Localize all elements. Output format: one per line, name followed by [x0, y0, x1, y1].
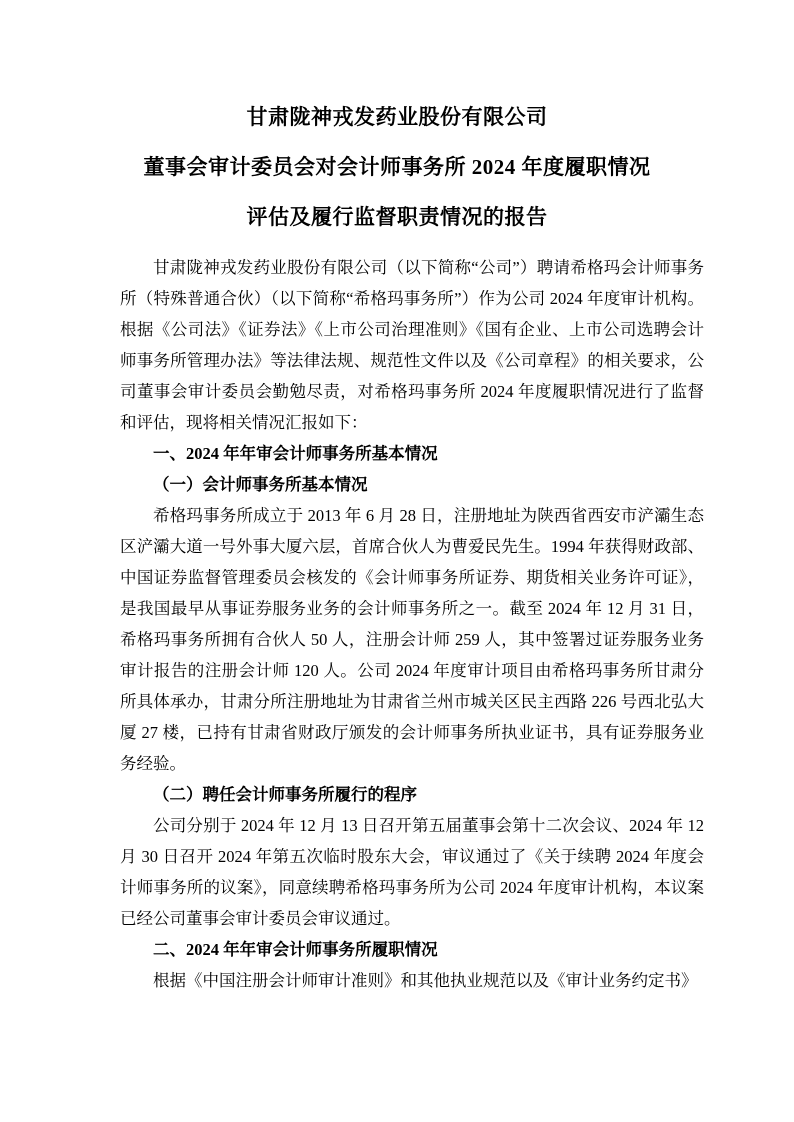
para-performance-intro: 根据《中国注册会计师审计准则》和其他执业规范以及《审计业务约定书》 [153, 971, 698, 990]
para-intro: 甘肃陇神戎发药业股份有限公司（以下简称“公司”）聘请希格玛会计师事务所（特殊普通合伙）（以下简称“希格玛事务所”）作为公司 2024 年度审计机构。根据《公司法》《证券法》《上市公司治理准则》《国有企业、上市公司选聘会计师事务所管理办法》等法律法规、规范性文件以及《公司章程》的相关要求，公司董事会审计委员会勤勉尽责，对希格玛事务所 2024 年度履职情况进行了监督和评估，现将相关情况汇报如下： [120, 258, 704, 432]
title-line-report: 评估及履行监督职责情况的报告 [246, 205, 548, 229]
para-engagement-procedure: 公司分别于 2024 年 12 月 13 日召开第五届董事会第十二次会议、2024 年 12 月 30 日召开 2024 年第五次临时股东大会，审议通过了《关于续聘 2024 年度会计师事务所的议案》，同意续聘希格玛事务所为公司 2024 年度审计机构，本议案已经公司董事会审计委员会审议通过。 [120, 816, 704, 928]
heading-section-2: 二、2024 年年审会计师事务所履职情况 [153, 940, 438, 959]
para-firm-profile: 希格玛事务所成立于 2013 年 6 月 28 日，注册地址为陕西省西安市浐灞生态区浐灞大道一号外事大厦六层，首席合伙人为曹爱民先生。1994 年获得财政部、中国证券监督管理委员会核发的《会计师事务所证券、期货相关业务许可证》，是我国最早从事证券服务业务的会计师事务所之一。截至 2024 年 12 月 31 日，希格玛事务所拥有合伙人 50 人，注册会计师 259 人，其中签署过证券服务业务审计报告的注册会计师 120 人。公司 2024 年度审计项目由希格玛事务所甘肃分所具体承办，甘肃分所注册地址为甘肃省兰州市城关区民主西路 226 号西北弘大厦 27 楼，已持有甘肃省财政厅颁发的会计师事务所执业证书，具有证券服务业务经验。 [120, 506, 704, 773]
heading-section-1: 一、2024 年年审会计师事务所基本情况 [153, 444, 438, 463]
heading-section-1-2: （二）聘任会计师事务所履行的程序 [153, 785, 417, 804]
document-body [120, 252, 704, 996]
document-title [0, 92, 794, 242]
title-line-company: 甘肃陇神戎发药业股份有限公司 [246, 105, 548, 129]
title-line-subject: 董事会审计委员会对会计师事务所 2024 年度履职情况 [143, 155, 651, 179]
heading-section-1-1: （一）会计师事务所基本情况 [153, 475, 368, 494]
